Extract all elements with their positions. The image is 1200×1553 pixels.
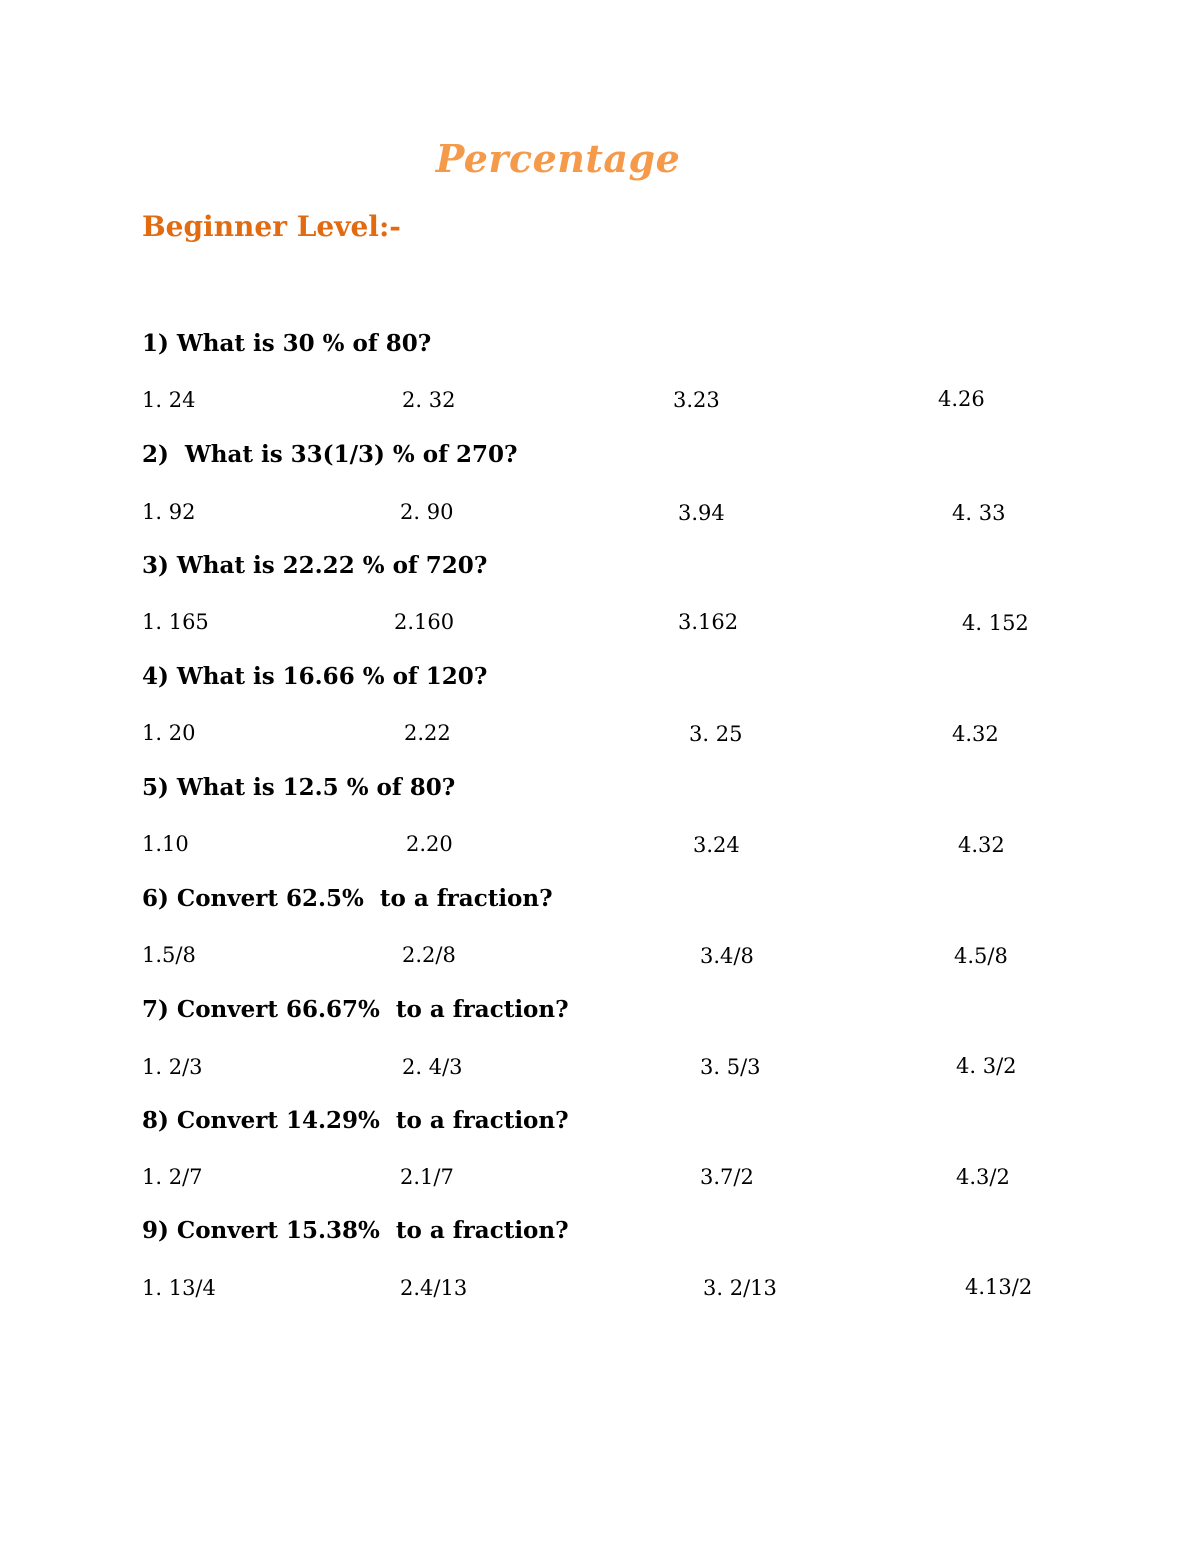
q8-option-2: 2.1/7 xyxy=(400,1165,454,1189)
q4-option-2: 2.22 xyxy=(404,721,451,745)
q9-option-1: 1. 13/4 xyxy=(142,1276,216,1300)
q3-option-2: 2.160 xyxy=(394,610,455,634)
q3-option-4: 4. 152 xyxy=(962,611,1029,635)
q5-option-4: 4.32 xyxy=(958,833,1005,857)
q1-option-3: 3.23 xyxy=(673,388,720,412)
question-5: 5) What is 12.5 % of 80? xyxy=(142,774,456,801)
q5-option-3: 3.24 xyxy=(693,833,740,857)
q4-option-1: 1. 20 xyxy=(142,721,196,745)
q3-option-1: 1. 165 xyxy=(142,610,209,634)
q6-option-3: 3.4/8 xyxy=(700,944,754,968)
q2-option-4: 4. 33 xyxy=(952,501,1006,525)
q1-option-1: 1. 24 xyxy=(142,388,196,412)
q8-option-3: 3.7/2 xyxy=(700,1165,754,1189)
q1-option-2: 2. 32 xyxy=(402,388,456,412)
q5-option-1: 1.10 xyxy=(142,832,189,856)
q2-option-1: 1. 92 xyxy=(142,500,196,524)
q6-option-4: 4.5/8 xyxy=(954,944,1008,968)
question-4: 4) What is 16.66 % of 120? xyxy=(142,663,488,690)
q4-option-4: 4.32 xyxy=(952,722,999,746)
q6-option-1: 1.5/8 xyxy=(142,943,196,967)
q9-option-3: 3. 2/13 xyxy=(703,1276,777,1300)
question-2: 2) What is 33(1/3) % of 270? xyxy=(142,441,518,468)
q8-option-4: 4.3/2 xyxy=(956,1165,1010,1189)
q7-option-1: 1. 2/3 xyxy=(142,1055,203,1079)
q8-option-1: 1. 2/7 xyxy=(142,1165,203,1189)
q9-option-4: 4.13/2 xyxy=(965,1275,1033,1299)
q5-option-2: 2.20 xyxy=(406,832,453,856)
question-1: 1) What is 30 % of 80? xyxy=(142,330,432,357)
question-7: 7) Convert 66.67% to a fraction? xyxy=(142,996,569,1023)
q7-option-2: 2. 4/3 xyxy=(402,1055,463,1079)
q1-option-4: 4.26 xyxy=(938,387,985,411)
q7-option-3: 3. 5/3 xyxy=(700,1055,761,1079)
q9-option-2: 2.4/13 xyxy=(400,1276,468,1300)
q4-option-3: 3. 25 xyxy=(689,722,743,746)
question-6: 6) Convert 62.5% to a fraction? xyxy=(142,885,553,912)
question-9: 9) Convert 15.38% to a fraction? xyxy=(142,1217,569,1244)
q7-option-4: 4. 3/2 xyxy=(956,1054,1017,1078)
q2-option-3: 3.94 xyxy=(678,501,725,525)
question-8: 8) Convert 14.29% to a fraction? xyxy=(142,1107,569,1134)
page-title: Percentage xyxy=(435,136,681,181)
question-3: 3) What is 22.22 % of 720? xyxy=(142,552,488,579)
q2-option-2: 2. 90 xyxy=(400,500,454,524)
q6-option-2: 2.2/8 xyxy=(402,943,456,967)
level-heading: Beginner Level:- xyxy=(142,210,401,243)
q3-option-3: 3.162 xyxy=(678,610,739,634)
